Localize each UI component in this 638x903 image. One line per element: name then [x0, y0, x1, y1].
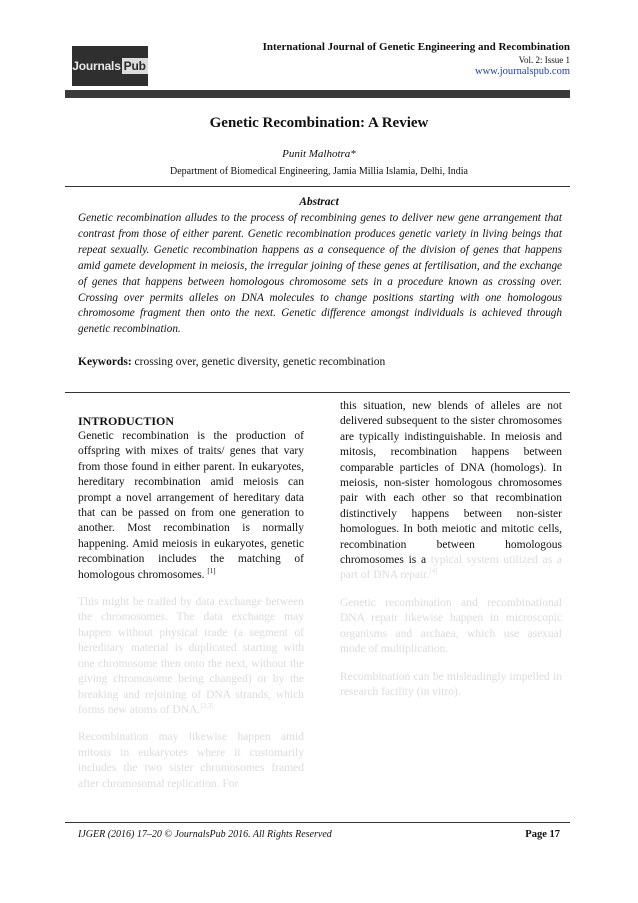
right-paragraph-1: this situation, new blends of alleles are not delivered subsequent to the sister chromosomes are typically indistinguishable. In meiosis and mitosis, recombination happens between comparable particles of DNA (homologs). In meiosis, non-sister homologous chromosomes pair with each other so that recombination distinctively happens between non-sister homologues. In both meiotic and mitotic cells, recombination between homologous chromosomes is a typical system utilized as a part of DNA repair.[4] [340, 400, 562, 582]
paper-title: Genetic Recombination: A Review [209, 115, 429, 131]
author-affiliation: Department of Biomedical Engineering, Jamia Millia Islamia, Delhi, India [170, 166, 468, 177]
citation-2-3: [2,3] [200, 702, 214, 711]
right-paragraph-2: Genetic recombination and recombinational DNA repair likewise happen in microscopic organisms and archaea, which use asexual mode of multiplication. [340, 596, 562, 656]
logo-text: Journals Pub [72, 59, 146, 73]
journal-url-link[interactable]: www.journalspub.com [475, 66, 570, 77]
footer-rule [65, 822, 570, 823]
right-column [340, 399, 562, 700]
author-name: Punit Malhotra* [282, 148, 356, 160]
journal-volume: Vol. 2: Issue 1 [518, 55, 570, 65]
introduction-heading: INTRODUCTION [78, 414, 175, 428]
abstract-text: Genetic recombination alludes to the process of recombining genes to deliver new gene arrangement that contrast from those of either parent. Genetic recombination produces genetic variety in living beings that repeat sexually. Genetic recombination happens as a consequence of the division of genes that happens amid gamete development in meiosis, the irregular joining of these genes at fertilisation, and the exchange of genes that happens between homologous chromosome sets in a procedure known as crossing over. Crossing over permits alleles on DNA molecules to change positions starting with one homologous chromosome fragment then onto the next. Genetic difference amongst individuals is achieved through genetic recombination. [78, 212, 562, 336]
journal-title: International Journal of Genetic Engineering and Recombination [262, 41, 570, 53]
abstract-divider [65, 392, 570, 393]
footer-citation: IJGER (2016) 17–20 © JournalsPub 2016. All Rights Reserved [78, 829, 332, 840]
keywords-list: crossing over, genetic diversity, genetic recombination [131, 356, 386, 368]
intro-paragraph-3: Recombination may likewise happen amid mitosis in eukaryotes where it customarily includes the two sister chromosomes framed after chromosomal replication. For [78, 731, 304, 790]
page-number: Page 17 [525, 829, 560, 840]
title-divider [65, 186, 570, 187]
keywords-label: Keywords: [78, 356, 132, 368]
citation-1: [1] [207, 566, 216, 575]
left-column [78, 414, 304, 792]
right-paragraph-1-faded: typical system utilized as a part of DNA repair.[4] [340, 554, 562, 582]
keywords-line [78, 356, 562, 368]
right-paragraph-3: Recombination can be misleadingly impelled in research facility (in vitro). [340, 670, 562, 698]
citation-4: [4] [429, 567, 438, 576]
journalspub-logo [72, 46, 148, 86]
abstract-heading: Abstract [299, 196, 339, 208]
intro-paragraph-2: This might be trailed by data exchange between the chromosomes. The data exchange may happen without physical trade (a segment of hereditary material is duplicated starting with one chromosome then onto the next, without the giving chromosome being changed) or by the breaking and rejoining of DNA strands, which forms new atoms of DNA.[2,3] [78, 596, 304, 716]
intro-paragraph-1: Genetic recombination is the production of offspring with mixes of traits/ genes that vary from those found in either parent. In eukaryotes, hereditary recombination amid meiosis can prompt a novel arrangement of hereditary data that can be passed on from one generation to another. Most recombination is normally happening. Amid meiosis in eukaryotes, genetic recombination includes the matching of homologous chromosomes. [1] [78, 430, 304, 581]
header-rule [65, 90, 570, 98]
